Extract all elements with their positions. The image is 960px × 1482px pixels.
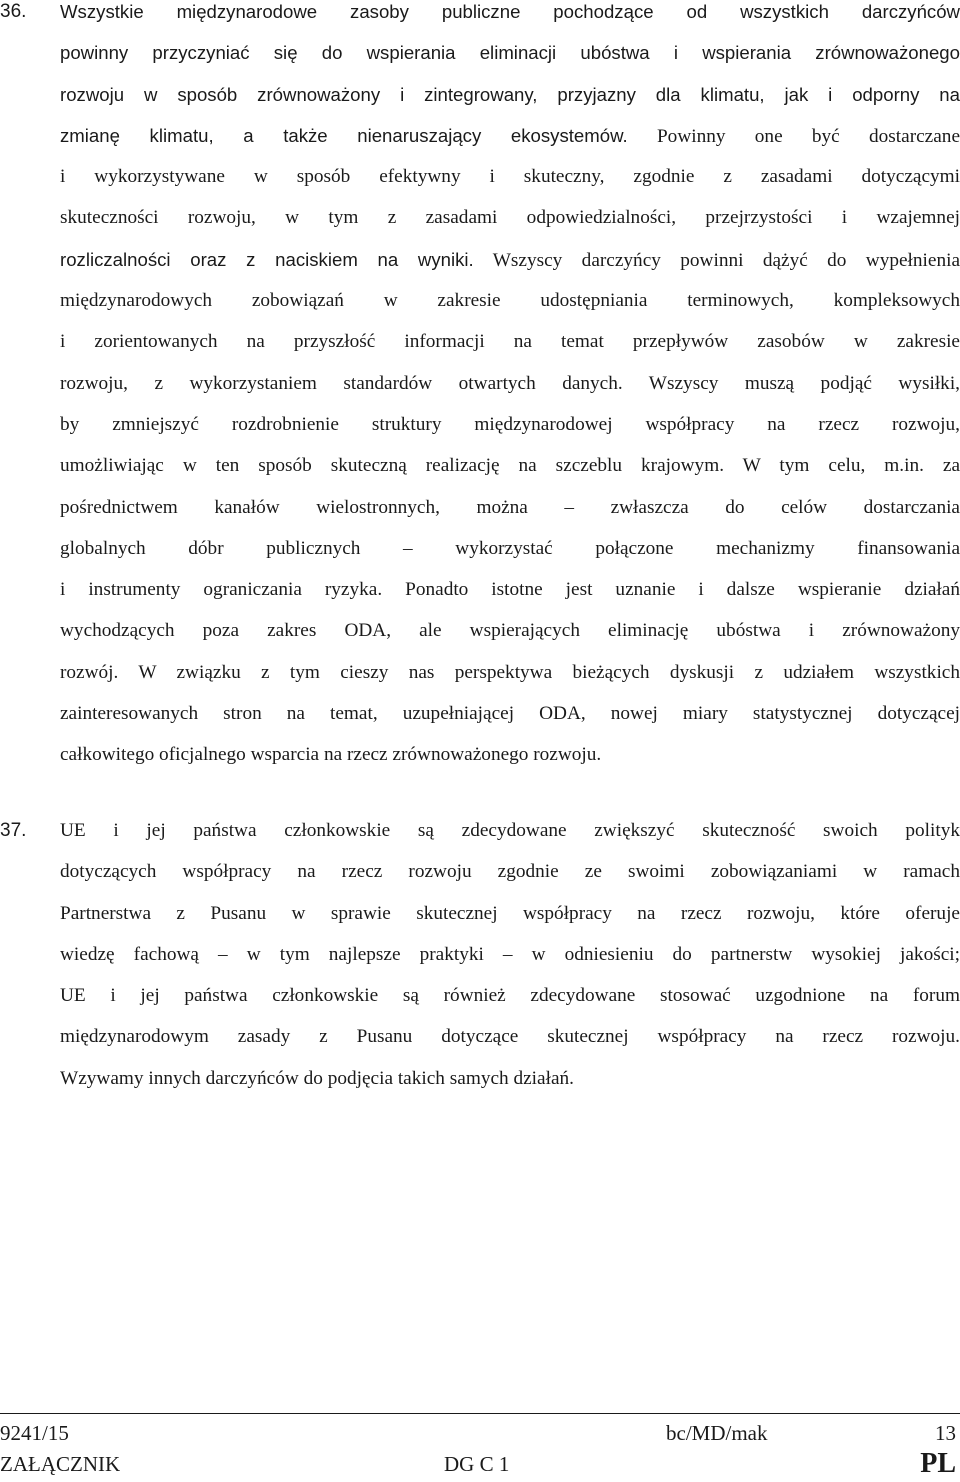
text-line-start: rozliczalności oraz z naciskiem na wyniki. xyxy=(60,248,474,270)
text-line: Wszystkie międzynarodowe zasoby publiczne pochodzące od wszystkich darczyńców xyxy=(60,1,960,22)
text-line: skuteczności rozwoju, w tym z zasadami odpowiedzialności, przejrzystości i wzajemnej xyxy=(60,207,960,229)
text-line xyxy=(60,115,960,156)
text-line: UE i jej państwa członkowskie są zdecydowane zwiększyć skuteczność swoich polityk xyxy=(60,820,960,841)
paragraph-number: 37. xyxy=(0,820,27,841)
text-line: rozwój. W związku z tym cieszy nas perspektywa bieżących dyskusji z udziałem wszystkich xyxy=(60,661,960,683)
paragraph-text xyxy=(60,810,960,1099)
text-line: rozwoju, z wykorzystaniem standardów otwartych danych. Wszyscy muszą podjąć wysiłki, xyxy=(60,372,960,394)
paragraph-number: 36. xyxy=(0,1,27,22)
text-line: całkowitego oficjalnego wsparcia na rzecz zrównoważonego rozwoju. xyxy=(60,744,602,766)
text-line: wiedzę fachową – w tym najlepsze praktyki – w odniesieniu do partnerstw wysokiej jakości; xyxy=(60,943,960,965)
text-line: pośrednictwem kanałów wielostronnych, można – zwłaszcza do celów dostarczania xyxy=(60,496,960,518)
footer-doc-number: 9241/15 xyxy=(0,1421,69,1445)
text-line xyxy=(60,239,960,280)
footer-divider xyxy=(0,1413,960,1414)
footer-annex: ZAŁĄCZNIK xyxy=(0,1452,121,1476)
text-line: zainteresowanych stron na temat, uzupełniającej ODA, nowej miary statystycznej dotyczącej xyxy=(60,703,960,725)
footer-directorate: DG C 1 xyxy=(444,1452,510,1476)
text-line-end: Powinny one być dostarczane xyxy=(656,125,960,147)
footer-language: PL xyxy=(920,1448,956,1479)
footer-page-number: 13 xyxy=(935,1421,956,1445)
text-line: międzynarodowych zobowiązań w zakresie udostępniania terminowych, kompleksowych xyxy=(60,290,960,312)
text-line: Partnerstwa z Pusanu w sprawie skutecznej współpracy na rzecz rozwoju, które oferuje xyxy=(60,902,960,924)
text-line: UE i jej państwa członkowskie są również zdecydowane stosować uzgodnione na forum xyxy=(60,985,960,1007)
text-line: i instrumenty ograniczania ryzyka. Ponadto istotne jest uznanie i dalsze wspieranie działań xyxy=(60,579,960,601)
text-line: międzynarodowym zasady z Pusanu dotyczące skutecznej współpracy na rzecz rozwoju. xyxy=(60,1026,960,1048)
text-line-start: zmianę klimatu, a także nienaruszający ekosystemów. xyxy=(60,124,628,146)
text-line: by zmniejszyć rozdrobnienie struktury międzynarodowej współpracy na rzecz rozwoju, xyxy=(60,413,960,435)
footer-initials: bc/MD/mak xyxy=(666,1421,768,1445)
text-line: wychodzących poza zakres ODA, ale wspierających eliminację ubóstwa i zrównoważony xyxy=(60,620,960,642)
text-line: umożliwiając w ten sposób skuteczną realizację na szczeblu krajowym. W tym celu, m.in. za xyxy=(60,455,960,477)
text-line: Wzywamy innych darczyńców do podjęcia takich samych działań. xyxy=(60,1067,574,1089)
paragraph-text xyxy=(60,0,960,776)
text-line: i zorientowanych na przyszłość informacji na temat przepływów zasobów w zakresie xyxy=(60,331,960,353)
text-line: dotyczących współpracy na rzecz rozwoju zgodnie ze swoimi zobowiązaniami w ramach xyxy=(60,861,960,883)
text-line: powinny przyczyniać się do wspierania eliminacji ubóstwa i wspierania zrównoważonego xyxy=(60,42,960,64)
text-line-end: Wszyscy darczyńcy powinni dążyć do wypełnienia xyxy=(492,249,960,271)
text-line: i wykorzystywane w sposób efektywny i skuteczny, zgodnie z zasadami dotyczącymi xyxy=(60,166,960,188)
text-line: rozwoju w sposób zrównoważony i zintegrowany, przyjazny dla klimatu, jak i odporny na xyxy=(60,83,960,105)
text-line: globalnych dóbr publicznych – wykorzystać połączone mechanizmy finansowania xyxy=(60,537,960,559)
